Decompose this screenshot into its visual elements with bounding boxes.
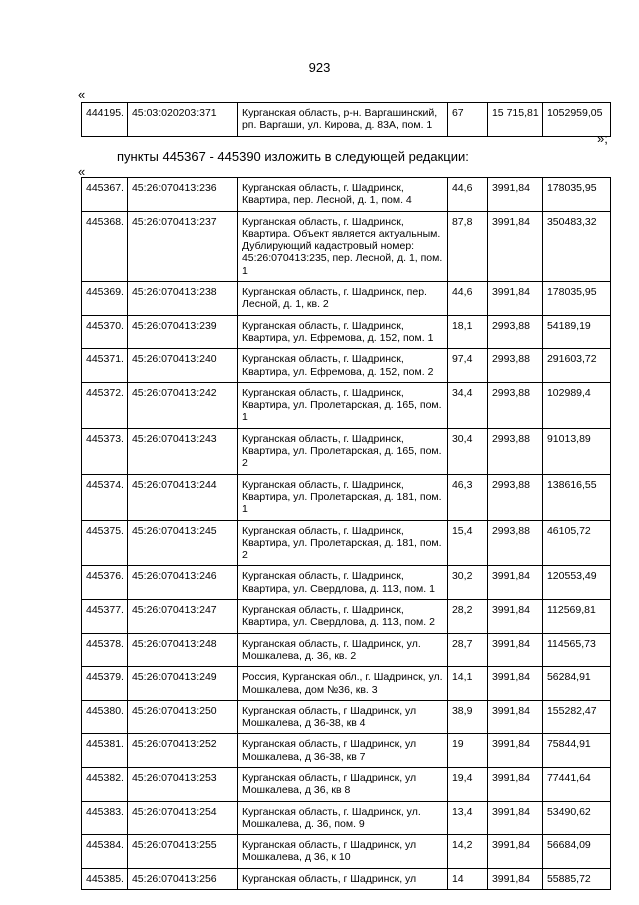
- table-row: [82, 349, 611, 383]
- cell-rate: 3991,84: [487, 633, 542, 667]
- cell-area: 30,2: [447, 566, 487, 600]
- table-row: [82, 315, 611, 349]
- cell-item-number: 445375.: [82, 520, 128, 566]
- cell-value: 56684,09: [542, 835, 610, 869]
- cell-rate: 15 715,81: [487, 103, 542, 137]
- cell-address: Курганская область, г. Шадринск, Квартира, ул. Свердлова, д. 113, пом. 2: [237, 600, 447, 634]
- cell-address: Курганская область, г. Шадринск, Квартира, ул. Пролетарская, д. 165, пом. 2: [237, 428, 447, 474]
- cell-cadastral-number: 45:26:070413:255: [127, 835, 237, 869]
- cell-cadastral-number: 45:26:070413:236: [127, 178, 237, 212]
- table-row: [82, 633, 611, 667]
- cell-value: 53490,62: [542, 801, 610, 835]
- cell-cadastral-number: 45:26:070413:242: [127, 382, 237, 428]
- intro-text: пункты 445367 - 445390 изложить в следующей редакции:: [117, 149, 469, 164]
- cell-value: 54189,19: [542, 315, 610, 349]
- cell-value: 1052959,05: [542, 103, 610, 137]
- cell-rate: 2993,88: [487, 428, 542, 474]
- cell-cadastral-number: 45:26:070413:247: [127, 600, 237, 634]
- cell-item-number: 445381.: [82, 734, 128, 768]
- cell-item-number: 445370.: [82, 315, 128, 349]
- cell-cadastral-number: 45:26:070413:245: [127, 520, 237, 566]
- cell-rate: 3991,84: [487, 600, 542, 634]
- cell-area: 13,4: [447, 801, 487, 835]
- cell-value: 138616,55: [542, 474, 610, 520]
- cell-area: 15,4: [447, 520, 487, 566]
- cell-address: Курганская область, г. Шадринск, Квартира, ул. Свердлова, д. 113, пом. 1: [237, 566, 447, 600]
- cell-cadastral-number: 45:26:070413:246: [127, 566, 237, 600]
- cell-cadastral-number: 45:26:070413:253: [127, 767, 237, 801]
- cell-value: 55885,72: [542, 868, 610, 889]
- table-row: [82, 767, 611, 801]
- cell-area: 28,2: [447, 600, 487, 634]
- cell-rate: 2993,88: [487, 382, 542, 428]
- cell-item-number: 445385.: [82, 868, 128, 889]
- cell-item-number: 445383.: [82, 801, 128, 835]
- cell-rate: 3991,84: [487, 868, 542, 889]
- cell-address: Курганская область, г Шадринск, ул Мошкалева, д 36, к 10: [237, 835, 447, 869]
- cell-cadastral-number: 45:26:070413:250: [127, 700, 237, 734]
- cell-item-number: 445379.: [82, 667, 128, 701]
- cell-cadastral-number: 45:26:070413:256: [127, 868, 237, 889]
- table-row: [82, 700, 611, 734]
- cell-address: Курганская область, г. Шадринск, Квартира. Объект является актуальным. Дублирующий кадастровый номер: 45:26:070413:235, пер. Лесной, д. 1, пом. 1: [237, 211, 447, 281]
- cell-value: 120553,49: [542, 566, 610, 600]
- cell-area: 44,6: [447, 282, 487, 316]
- cell-cadastral-number: 45:03:020203:371: [127, 103, 237, 137]
- cell-area: 19,4: [447, 767, 487, 801]
- cell-value: 114565,73: [542, 633, 610, 667]
- cell-value: 56284,91: [542, 667, 610, 701]
- cell-rate: 3991,84: [487, 566, 542, 600]
- cell-area: 14,2: [447, 835, 487, 869]
- cell-item-number: 445369.: [82, 282, 128, 316]
- cell-address: Курганская область, г. Шадринск, ул. Мошкалева, д. 36, кв. 2: [237, 633, 447, 667]
- cell-area: 97,4: [447, 349, 487, 383]
- cell-rate: 2993,88: [487, 474, 542, 520]
- table-row: [82, 428, 611, 474]
- cell-area: 87,8: [447, 211, 487, 281]
- cell-cadastral-number: 45:26:070413:238: [127, 282, 237, 316]
- table-row: [82, 835, 611, 869]
- cell-item-number: 445373.: [82, 428, 128, 474]
- table-row: [82, 382, 611, 428]
- cell-item-number: 445380.: [82, 700, 128, 734]
- cell-item-number: 445376.: [82, 566, 128, 600]
- table-row: [82, 282, 611, 316]
- cell-rate: 3991,84: [487, 801, 542, 835]
- cell-cadastral-number: 45:26:070413:244: [127, 474, 237, 520]
- cell-item-number: 445377.: [82, 600, 128, 634]
- cell-address: Курганская область, г. Шадринск, Квартира, ул. Ефремова, д. 152, пом. 1: [237, 315, 447, 349]
- table-main: [81, 177, 611, 890]
- cell-value: 178035,95: [542, 178, 610, 212]
- cell-cadastral-number: 45:26:070413:248: [127, 633, 237, 667]
- cell-area: 28,7: [447, 633, 487, 667]
- cell-area: 14,1: [447, 667, 487, 701]
- cell-area: 44,6: [447, 178, 487, 212]
- cell-value: 91013,89: [542, 428, 610, 474]
- cell-area: 34,4: [447, 382, 487, 428]
- table-row: [82, 667, 611, 701]
- cell-cadastral-number: 45:26:070413:252: [127, 734, 237, 768]
- table-row: [82, 734, 611, 768]
- cell-address: Курганская область, г Шадринск, ул Мошкалева, д 36-38, кв 4: [237, 700, 447, 734]
- cell-rate: 3991,84: [487, 767, 542, 801]
- table-row: [82, 211, 611, 281]
- cell-value: 350483,32: [542, 211, 610, 281]
- cell-address: Курганская область, г Шадринск, ул Мошкалева, д 36, кв 8: [237, 767, 447, 801]
- cell-rate: 3991,84: [487, 178, 542, 212]
- cell-item-number: 445371.: [82, 349, 128, 383]
- cell-address: Россия, Курганская обл., г. Шадринск, ул. Мошкалева, дом №36, кв. 3: [237, 667, 447, 701]
- cell-rate: 2993,88: [487, 315, 542, 349]
- cell-address: Курганская область, г. Шадринск, Квартира, ул. Ефремова, д. 152, пом. 2: [237, 349, 447, 383]
- page-number: 923: [308, 60, 331, 75]
- cell-address: Курганская область, г. Шадринск, Квартира, ул. Пролетарская, д. 165, пом. 1: [237, 382, 447, 428]
- cell-value: 291603,72: [542, 349, 610, 383]
- cell-item-number: 445368.: [82, 211, 128, 281]
- cell-address: Курганская область, г Шадринск, ул Мошкалева, д 36-38, кв 7: [237, 734, 447, 768]
- table-row: [82, 600, 611, 634]
- quote-open-main: «: [78, 164, 86, 179]
- cell-item-number: 445372.: [82, 382, 128, 428]
- cell-rate: 3991,84: [487, 211, 542, 281]
- cell-value: 155282,47: [542, 700, 610, 734]
- table-row: [82, 474, 611, 520]
- cell-area: 19: [447, 734, 487, 768]
- cell-area: 38,9: [447, 700, 487, 734]
- cell-area: 30,4: [447, 428, 487, 474]
- cell-cadastral-number: 45:26:070413:243: [127, 428, 237, 474]
- cell-value: 46105,72: [542, 520, 610, 566]
- quote-close: »;: [597, 131, 608, 146]
- cell-address: Курганская область, г. Шадринск, Квартира, пер. Лесной, д. 1, пом. 4: [237, 178, 447, 212]
- cell-address: Курганская область, г. Шадринск, Квартира, ул. Пролетарская, д. 181, пом. 1: [237, 474, 447, 520]
- cell-address: Курганская область, г. Шадринск, ул. Мошкалева, д. 36, пом. 9: [237, 801, 447, 835]
- cell-item-number: 444195.: [82, 103, 128, 137]
- quote-open-top: «: [78, 87, 86, 102]
- cell-rate: 3991,84: [487, 700, 542, 734]
- cell-cadastral-number: 45:26:070413:237: [127, 211, 237, 281]
- cell-cadastral-number: 45:26:070413:240: [127, 349, 237, 383]
- cell-rate: 3991,84: [487, 835, 542, 869]
- cell-cadastral-number: 45:26:070413:239: [127, 315, 237, 349]
- cell-value: 75844,91: [542, 734, 610, 768]
- cell-item-number: 445367.: [82, 178, 128, 212]
- table-row: [82, 178, 611, 212]
- cell-cadastral-number: 45:26:070413:254: [127, 801, 237, 835]
- cell-area: 14: [447, 868, 487, 889]
- cell-area: 67: [447, 103, 487, 137]
- cell-area: 18,1: [447, 315, 487, 349]
- cell-rate: 3991,84: [487, 667, 542, 701]
- cell-cadastral-number: 45:26:070413:249: [127, 667, 237, 701]
- cell-address: Курганская область, р-н. Варгашинский, рп. Варгаши, ул. Кирова, д. 83А, пом. 1: [237, 103, 447, 137]
- cell-item-number: 445384.: [82, 835, 128, 869]
- cell-address: Курганская область, г. Шадринск, пер. Лесной, д. 1, кв. 2: [237, 282, 447, 316]
- cell-rate: 2993,88: [487, 520, 542, 566]
- cell-value: 102989,4: [542, 382, 610, 428]
- table-row: [82, 801, 611, 835]
- cell-value: 77441,64: [542, 767, 610, 801]
- cell-item-number: 445374.: [82, 474, 128, 520]
- cell-value: 112569,81: [542, 600, 610, 634]
- cell-address: Курганская область, г Шадринск, ул: [237, 868, 447, 889]
- cell-item-number: 445382.: [82, 767, 128, 801]
- cell-rate: 3991,84: [487, 282, 542, 316]
- cell-area: 46,3: [447, 474, 487, 520]
- cell-address: Курганская область, г. Шадринск, Квартира, ул. Пролетарская, д. 181, пом. 2: [237, 520, 447, 566]
- cell-rate: 2993,88: [487, 349, 542, 383]
- cell-rate: 3991,84: [487, 734, 542, 768]
- cell-item-number: 445378.: [82, 633, 128, 667]
- table-row: [82, 868, 611, 889]
- table-row: [82, 566, 611, 600]
- table-row: [82, 520, 611, 566]
- cell-value: 178035,95: [542, 282, 610, 316]
